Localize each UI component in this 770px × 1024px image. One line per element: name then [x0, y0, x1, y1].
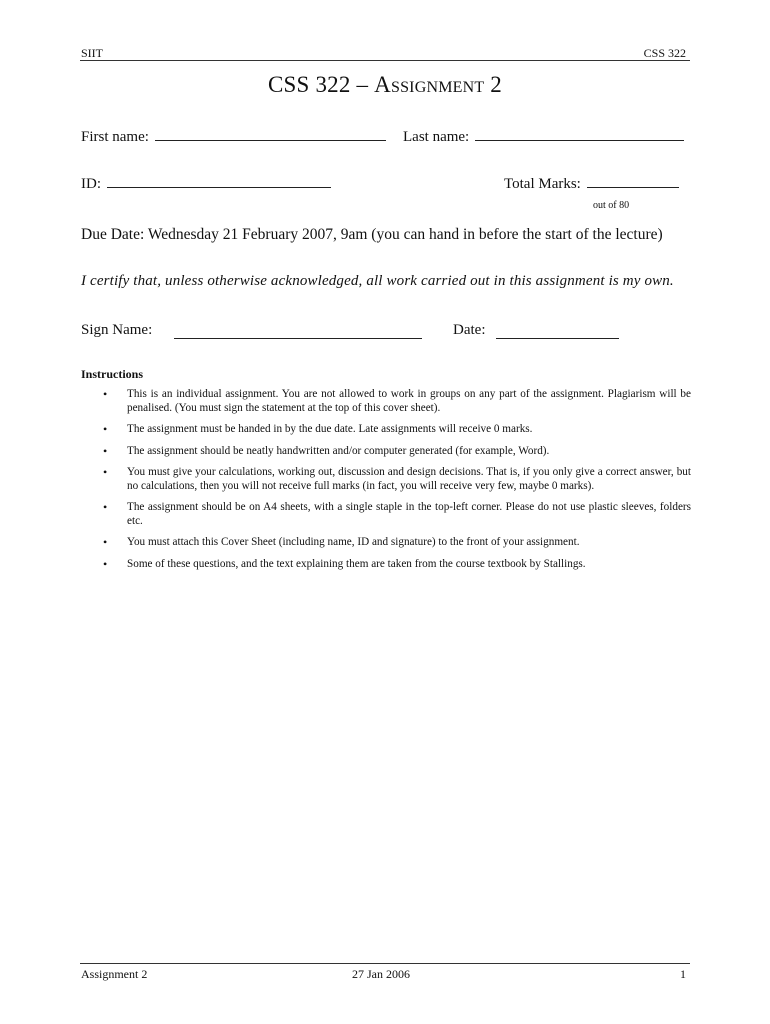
bullet-icon: •: [103, 422, 108, 436]
bullet-icon: •: [103, 556, 108, 571]
total-marks-line[interactable]: [587, 186, 679, 188]
certify-statement: I certify that, unless otherwise acknowledged, all work carried out in this assignment is my own.: [81, 273, 674, 289]
bullet-icon: •: [103, 387, 108, 401]
list-item: • The assignment should be neatly handwritten and/or computer generated (for example, Word).: [103, 443, 550, 458]
date-label: Date:: [453, 322, 486, 338]
instructions-list: [81, 388, 691, 579]
first-name-field[interactable]: [81, 129, 386, 146]
list-item: • Some of these questions, and the text explaining them are taken from the course textbook by Stallings.: [103, 556, 586, 571]
bullet-icon: •: [103, 535, 108, 549]
bullet-icon: •: [103, 500, 108, 514]
sign-name-line[interactable]: [174, 338, 422, 339]
last-name-label: Last name:: [403, 129, 470, 145]
title-suffix: Assignment 2: [374, 72, 502, 97]
total-marks-field[interactable]: [504, 176, 679, 193]
id-label: ID:: [81, 176, 101, 192]
list-item: • You must attach this Cover Sheet (including name, ID and signature) to the front of your assignment.: [103, 535, 580, 549]
list-item: • You must give your calculations, working out, discussion and design decisions. That is, if you only give a correct answer, but no calculations, then you will not receive full marks (in fact, you will receive very few, maybe 0 marks).: [103, 465, 691, 492]
title-prefix: CSS 322 –: [267, 72, 375, 97]
out-of-note: out of 80: [593, 200, 630, 211]
list-item: • The assignment must be handed in by the due date. Late assignments will receive 0 marks.: [103, 422, 533, 436]
total-marks-label: Total Marks:: [504, 176, 581, 192]
first-name-line[interactable]: [155, 139, 386, 141]
id-field[interactable]: [81, 176, 331, 193]
header-rule: [80, 60, 690, 61]
footer-center: 27 Jan 2006: [352, 967, 410, 981]
bullet-icon: •: [103, 443, 108, 458]
first-name-label: First name:: [81, 129, 149, 145]
due-date: Due Date: Wednesday 21 February 2007, 9am (you can hand in before the start of the lecture): [81, 226, 663, 243]
date-line[interactable]: [496, 338, 619, 339]
header-right: CSS 322: [643, 46, 686, 60]
instructions-heading: Instructions: [81, 367, 144, 381]
last-name-line[interactable]: [475, 139, 684, 141]
header-left: SIIT: [81, 46, 103, 60]
page-title: [0, 72, 770, 98]
list-item: • This is an individual assignment. You are not allowed to work in groups on any part of the assignment. Plagiarism will be penalised. (You must sign the statement at the top of this cover sheet).: [103, 387, 691, 414]
sign-name-label: Sign Name:: [81, 322, 153, 338]
page-number: 1: [680, 967, 686, 981]
footer-rule: [80, 963, 690, 964]
bullet-icon: •: [103, 465, 108, 479]
id-line[interactable]: [107, 186, 331, 188]
last-name-field[interactable]: [403, 129, 684, 146]
list-item: • The assignment should be on A4 sheets, with a single staple in the top-left corner. Please do not use plastic sleeves, folders etc.: [103, 500, 691, 527]
footer-left: Assignment 2: [81, 967, 148, 981]
